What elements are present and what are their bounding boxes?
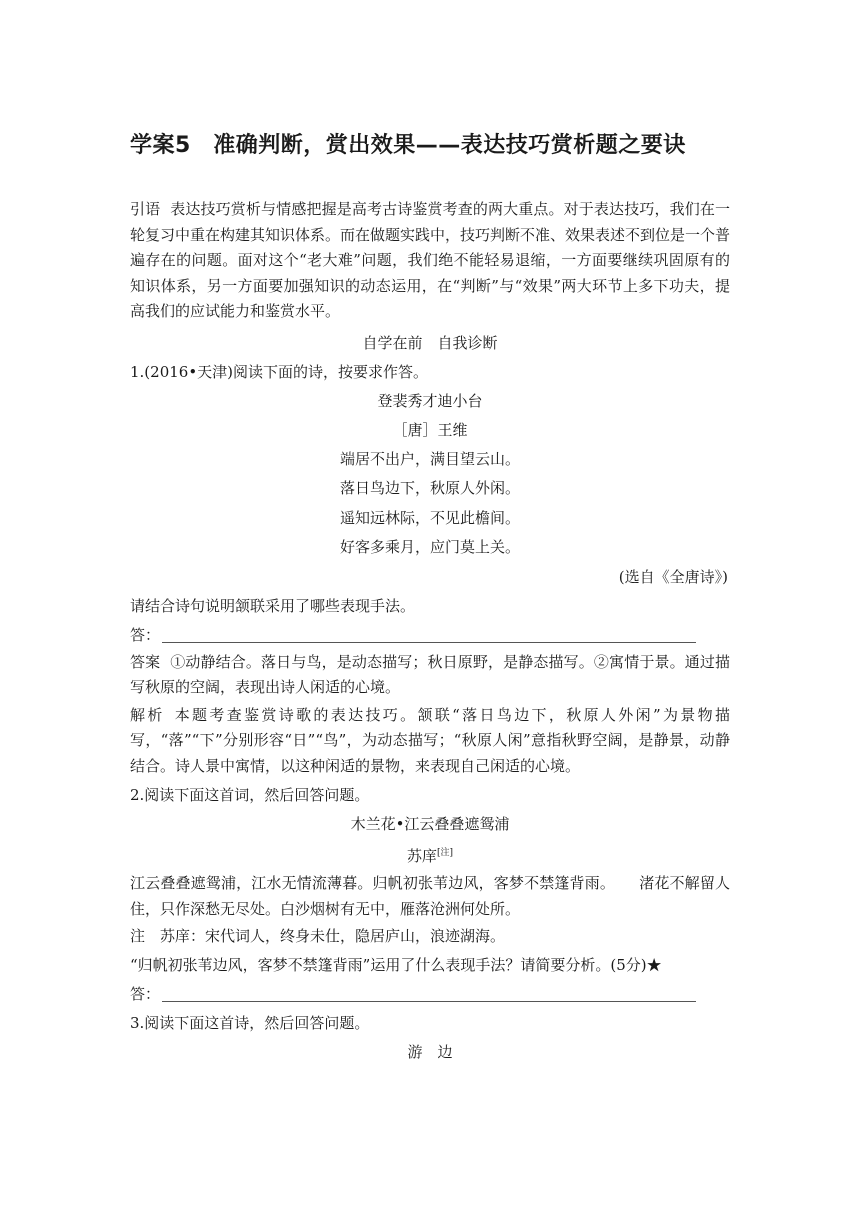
intro-paragraph [130, 197, 730, 325]
answer-blank-line [162, 1001, 696, 1002]
page-title: 学案5 准确判断，赏出效果——表达技巧赏析题之要诀 [130, 133, 686, 158]
answer-blank-line [162, 642, 696, 643]
q2-question: “归帆初张苇边风，客梦不禁篷背雨”运用了什么表现手法？请简要分析。(5分)★ [130, 956, 662, 974]
q1-poem-line: 遥知远林际，不见此檐间。 [339, 508, 520, 527]
q1-analysis [130, 703, 730, 780]
q1-stem: 1.(2016•天津)阅读下面的诗，按要求作答。 [130, 362, 429, 381]
q3-stem: 3.阅读下面这首诗，然后回答问题。 [130, 1014, 370, 1032]
q2-note: 注 苏庠：宋代词人，终身未仕，隐居庐山，浪迹湖海。 [130, 927, 506, 945]
q1-poem-line: 端居不出户，满目望云山。 [339, 449, 520, 468]
q2-poem-author: 苏庠 [406, 847, 437, 865]
q3-poem-title: 游 边 [407, 1043, 453, 1061]
intro-label: 引语 [130, 200, 161, 218]
q1-answer [130, 650, 730, 701]
q2-poem-part1: 江云叠叠遮鸳浦，江水无情流薄暮。归帆初张苇边风，客梦不禁篷背雨。 [130, 874, 616, 892]
q1-answer-prompt: 答： [130, 625, 161, 644]
q2-poem-author-line [130, 839, 730, 871]
section-heading: 自学在前 自我诊断 [362, 333, 498, 352]
q1-poem-line: 落日鸟边下，秋原人外闲。 [339, 479, 520, 497]
intro-text: 表达技巧赏析与情感把握是高考古诗鉴赏考查的两大重点。对于表达技巧，我们在一轮复习中重在构建其知识体系。而在做题实践中，技巧判断不准、效果表述不到位是一个普遍存在的问题。面对这个“老大难”问题，我们绝不能轻易退缩，一方面要继续巩固原有的知识体系，另一方面要加强知识的动态运用，在“判断”与“效果”两大环节上多下功夫，提高我们的应试能力和鉴赏水平。 [130, 200, 731, 320]
q2-answer-field[interactable] [130, 980, 730, 1009]
analysis-label: 解析 [130, 705, 165, 724]
q1-source: (选自《全唐诗》) [618, 567, 728, 586]
analysis-text: 本题考查鉴赏诗歌的表达技巧。颔联“落日鸟边下，秋原人外闲”为景物描写，“落”“下”分别形容“日”“鸟”，为动态描写；“秋原人闲”意指秋野空阔，是静景，动静结合。诗人景中寓情，以这种闲适的景物，来表现自己闲适的心境。 [130, 705, 730, 775]
note-marker: [注] [436, 848, 454, 858]
q2-answer-prompt: 答： [130, 985, 161, 1003]
q2-stem: 2.阅读下面这首词，然后回答问题。 [130, 786, 370, 804]
q1-question: 请结合诗句说明颔联采用了哪些表现手法。 [130, 596, 416, 615]
answer-text: ①动静结合。落日与鸟，是动态描写；秋日原野，是静态描写。②寓情于景。通过描写秋原的空阔，表现出诗人闲适的心境。 [130, 652, 730, 696]
answer-label: 答案 [130, 652, 161, 671]
q1-poem-title: 登裴秀才迪小台 [377, 391, 483, 410]
q2-poem-body [130, 871, 730, 922]
q2-poem-title: 木兰花•江云叠叠遮鸳浦 [350, 815, 510, 833]
q1-poem-line: 好客多乘月，应门莫上关。 [339, 538, 520, 556]
q2-poem-part2: 渚花不解留人住，只作深愁无尽处。白沙烟树有无中，雁落沧洲何处所。 [130, 874, 730, 918]
q1-poem-author: ［唐］王维 [392, 420, 468, 439]
q1-answer-field[interactable] [130, 621, 730, 650]
